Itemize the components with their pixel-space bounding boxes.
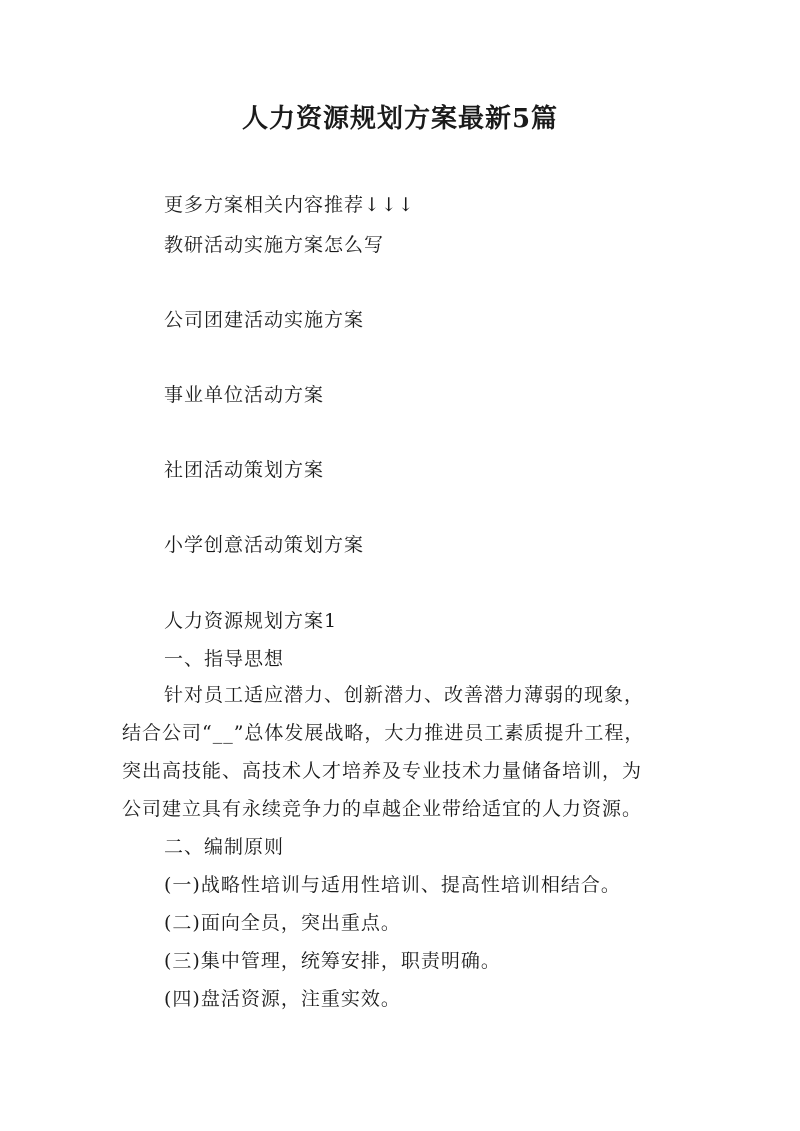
paragraph-line: 针对员工适应潜力、创新潜力、改善潜力薄弱的现象， bbox=[164, 684, 645, 706]
paragraph-line: 公司建立具有永续竞争力的卓越企业带给适宜的人力资源。 bbox=[122, 798, 643, 820]
recommend-link-3[interactable]: 事业单位活动方案 bbox=[164, 384, 325, 406]
guiding-thought-paragraph bbox=[122, 676, 702, 828]
paragraph-line: 结合公司“__”总体发展战略，大力推进员工素质提升工程， bbox=[122, 722, 645, 744]
recommend-link-1[interactable]: 教研活动实施方案怎么写 bbox=[164, 234, 385, 256]
recommend-link-2[interactable]: 公司团建活动实施方案 bbox=[164, 309, 365, 331]
heading-principles: 二、编制原则 bbox=[164, 836, 285, 858]
document-title: 人力资源规划方案最新5篇 bbox=[241, 104, 559, 134]
principle-item: (三)集中管理，统筹安排，职责明确。 bbox=[164, 950, 501, 972]
recommend-header: 更多方案相关内容推荐↓↓↓ bbox=[164, 194, 415, 216]
principle-item: (四)盘活资源，注重实效。 bbox=[164, 988, 401, 1010]
principle-item: (一)战略性培训与适用性培训、提高性培训相结合。 bbox=[164, 874, 621, 896]
recommend-link-5[interactable]: 小学创意活动策划方案 bbox=[164, 534, 365, 556]
principle-item: (二)面向全员，突出重点。 bbox=[164, 912, 401, 934]
paragraph-line: 突出高技能、高技术人才培养及专业技术力量储备培训，为 bbox=[122, 760, 643, 782]
recommend-link-4[interactable]: 社团活动策划方案 bbox=[164, 459, 325, 481]
section-title: 人力资源规划方案1 bbox=[164, 610, 338, 632]
heading-guiding-thought: 一、指导思想 bbox=[164, 648, 285, 670]
